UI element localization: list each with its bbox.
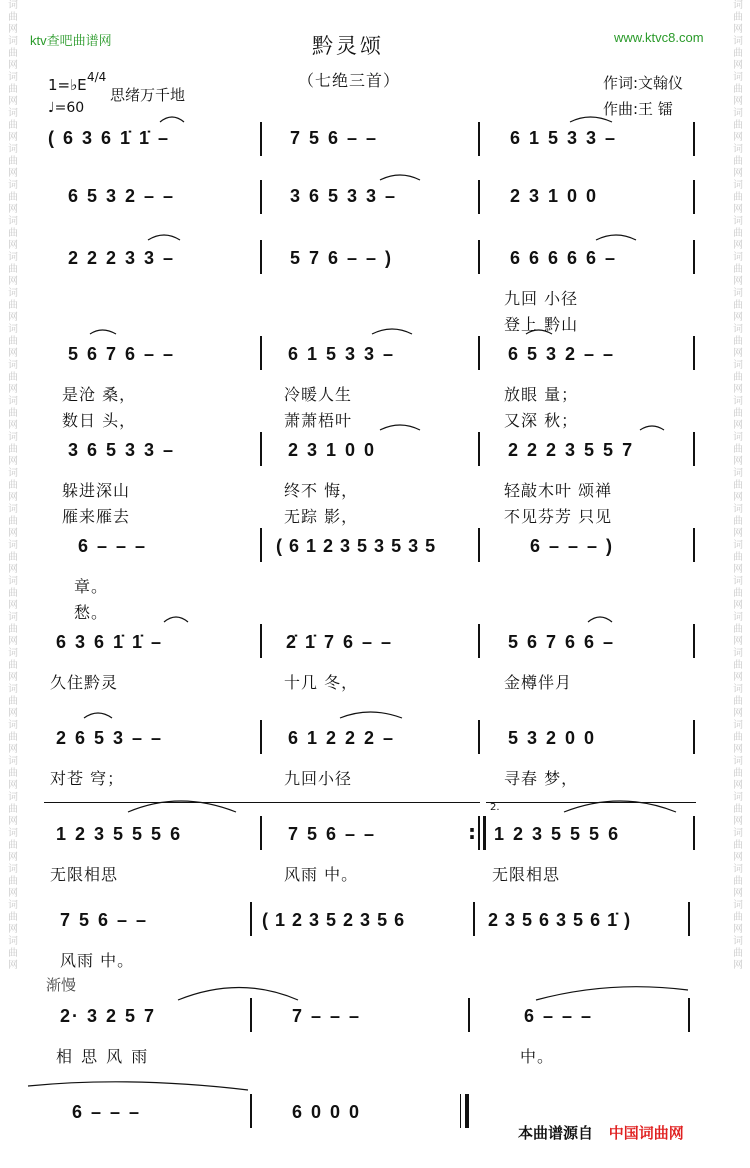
row11-measure3: 6 – – – xyxy=(524,1006,594,1026)
row11-measure2: 7 – – – xyxy=(292,1006,362,1026)
row8-measure3: 5 3 2 0 0 xyxy=(508,728,597,748)
row4-measure3: 6 5 3 2 – – xyxy=(508,344,616,364)
lyric-r6-v2: 愁。 xyxy=(74,603,109,622)
side-watermark-right: 词 曲 网 词 曲 网 词 曲 网 词 曲 网 词 曲 网 词 曲 网 词 曲 网 词 曲 网 词 曲 网 词 曲 网 词 曲 网 词 曲 网 词 曲 网 词 曲 网 词 曲 网 词 曲 网 词 曲 网 词 曲 网 词 曲 网 词 曲 网 词 曲 网 词 曲 网 词 曲 网 词 曲 网 词 曲 网 词 曲 网 词 曲 网 xyxy=(733,0,743,971)
row9-measure1: 1 2 3 5 5 5 6 xyxy=(56,824,183,844)
lyric-r5b-1: 雁来雁去 xyxy=(62,507,131,526)
row9-measure2: 7 5 6 – – xyxy=(288,824,377,844)
lyric-r5b-3: 不见芬芳 只见 xyxy=(504,507,613,526)
row6-measure2: ( 6 1 2 3 5 3 5 3 5 xyxy=(276,536,437,556)
lyric-r4b-2: 萧萧梧叶 xyxy=(284,411,353,430)
lyric-r11-2: 中。 xyxy=(520,1047,555,1066)
lyric-r7-3: 金樽伴月 xyxy=(504,673,573,692)
composer-credit: 作曲:王 镭 xyxy=(603,100,673,118)
row5-measure2: 2 3 1 0 0 xyxy=(288,440,377,460)
lyric-r6-v1: 章。 xyxy=(74,577,109,596)
site-watermark: ktv查吧曲谱网 xyxy=(30,33,112,48)
side-watermark-left: 词 曲 网 词 曲 网 词 曲 网 词 曲 网 词 曲 网 词 曲 网 词 曲 网 词 曲 网 词 曲 网 词 曲 网 词 曲 网 词 曲 网 词 曲 网 词 曲 网 词 曲 网 词 曲 网 词 曲 网 词 曲 网 词 曲 网 词 曲 网 词 曲 网 词 曲 网 词 曲 网 词 曲 网 词 曲 网 词 曲 网 词 曲 网 xyxy=(8,0,18,971)
tempo-marking: ♩=60 xyxy=(48,100,85,116)
lyric-r9-3: 无限相思 xyxy=(492,865,561,884)
lyric-r7-1: 久住黔灵 xyxy=(50,673,119,692)
lyric-r9-1: 无限相思 xyxy=(50,865,119,884)
row11-measure1: 2· 3 2 5 7 xyxy=(60,1006,157,1026)
row7-measure2: 2̇ 1̇ 7 6 – – xyxy=(286,632,394,652)
lyric-r5a-1: 躲进深山 xyxy=(62,481,131,500)
key-signature: 1=♭E xyxy=(48,76,87,94)
row1-measure3: 6 1 5 3 3 – xyxy=(510,128,618,148)
lyric-r3-v2: 登上 黔山 xyxy=(504,315,579,334)
source-site: 中国词曲网 xyxy=(608,1124,684,1142)
row9-measure3: 1 2 3 5 5 5 6 xyxy=(494,824,621,844)
row12-measure1: 6 – – – xyxy=(72,1102,142,1122)
lyric-r4a-3: 放眼 量； xyxy=(504,385,579,404)
lyric-r7-2: 十几 冬， xyxy=(284,673,359,692)
row4-measure2: 6 1 5 3 3 – xyxy=(288,344,396,364)
row3-measure3: 6 6 6 6 6 – xyxy=(510,248,618,268)
repeat-dots: : xyxy=(468,820,476,844)
row1-measure1: ( 6 3 6 1̇ 1̇ – xyxy=(48,128,171,148)
lyric-r8-1: 对苍 穹； xyxy=(50,769,125,788)
song-title: 黔灵颂 xyxy=(312,34,384,58)
row8-measure1: 2 6 5 3 – – xyxy=(56,728,164,748)
row6-measure3: 6 – – – ) xyxy=(530,536,615,556)
row6-measure1: 6 – – – xyxy=(78,536,148,556)
row10-measure1: 7 5 6 – – xyxy=(60,910,149,930)
lyric-r10-1: 风雨 中。 xyxy=(60,951,135,970)
row5-measure3: 2 2 2 3 5 5 7 xyxy=(508,440,635,460)
time-signature: 4/4 xyxy=(87,70,107,84)
lyric-r4b-1: 数日 头， xyxy=(62,411,137,430)
row2-measure2: 3 6 5 3 3 – xyxy=(290,186,398,206)
lyric-r4a-2: 冷暖人生 xyxy=(284,385,353,404)
lyric-r5b-2: 无踪 影， xyxy=(284,507,359,526)
row5-measure1: 3 6 5 3 3 – xyxy=(68,440,176,460)
row4-measure1: 5 6 7 6 – – xyxy=(68,344,176,364)
row10-measure2: ( 1 2 3 5 2 3 5 6 xyxy=(262,910,406,930)
tie-r1 xyxy=(160,117,184,122)
row3-measure1: 2 2 2 3 3 – xyxy=(68,248,176,268)
lyric-r11-1: 相 思 风 雨 xyxy=(56,1047,150,1066)
lyric-r5a-3: 轻敲木叶 颂禅 xyxy=(504,481,613,500)
lyric-r4b-3: 又深 秋； xyxy=(504,411,579,430)
volta-number: 2. xyxy=(490,802,500,813)
lyric-r8-3: 寻春 梦， xyxy=(504,769,579,788)
lyric-r3-v1: 九回 小径 xyxy=(504,289,579,308)
row7-measure1: 6 3 6 1̇ 1̇ – xyxy=(56,632,164,652)
lyric-r9-2: 风雨 中。 xyxy=(284,865,359,884)
tempo-change-marking: 渐慢 xyxy=(46,976,77,994)
row12-measure2: 6 0 0 0 xyxy=(292,1102,362,1122)
row2-measure1: 6 5 3 2 – – xyxy=(68,186,176,206)
lyric-r4a-1: 是沧 桑， xyxy=(62,385,137,404)
song-subtitle: （七绝三首） xyxy=(298,71,401,90)
row2-measure3: 2 3 1 0 0 xyxy=(510,186,599,206)
lyric-r8-2: 九回小径 xyxy=(284,769,353,788)
website-url: www.ktvc8.com xyxy=(614,30,704,45)
row8-measure2: 6 1 2 2 2 – xyxy=(288,728,396,748)
expression-marking: 思绪万千地 xyxy=(110,86,186,104)
row10-measure3: 2 3 5 6 3 5 6 1̇ ) xyxy=(488,910,632,930)
row7-measure3: 5 6 7 6 6 – xyxy=(508,632,616,652)
source-label: 本曲谱源自 xyxy=(518,1124,594,1142)
lyric-r5a-2: 终不 悔， xyxy=(284,481,359,500)
row3-measure2: 5 7 6 – – ) xyxy=(290,248,394,268)
row1-measure2: 7 5 6 – – xyxy=(290,128,379,148)
lyricist-credit: 作词:文翰仪 xyxy=(603,74,684,92)
